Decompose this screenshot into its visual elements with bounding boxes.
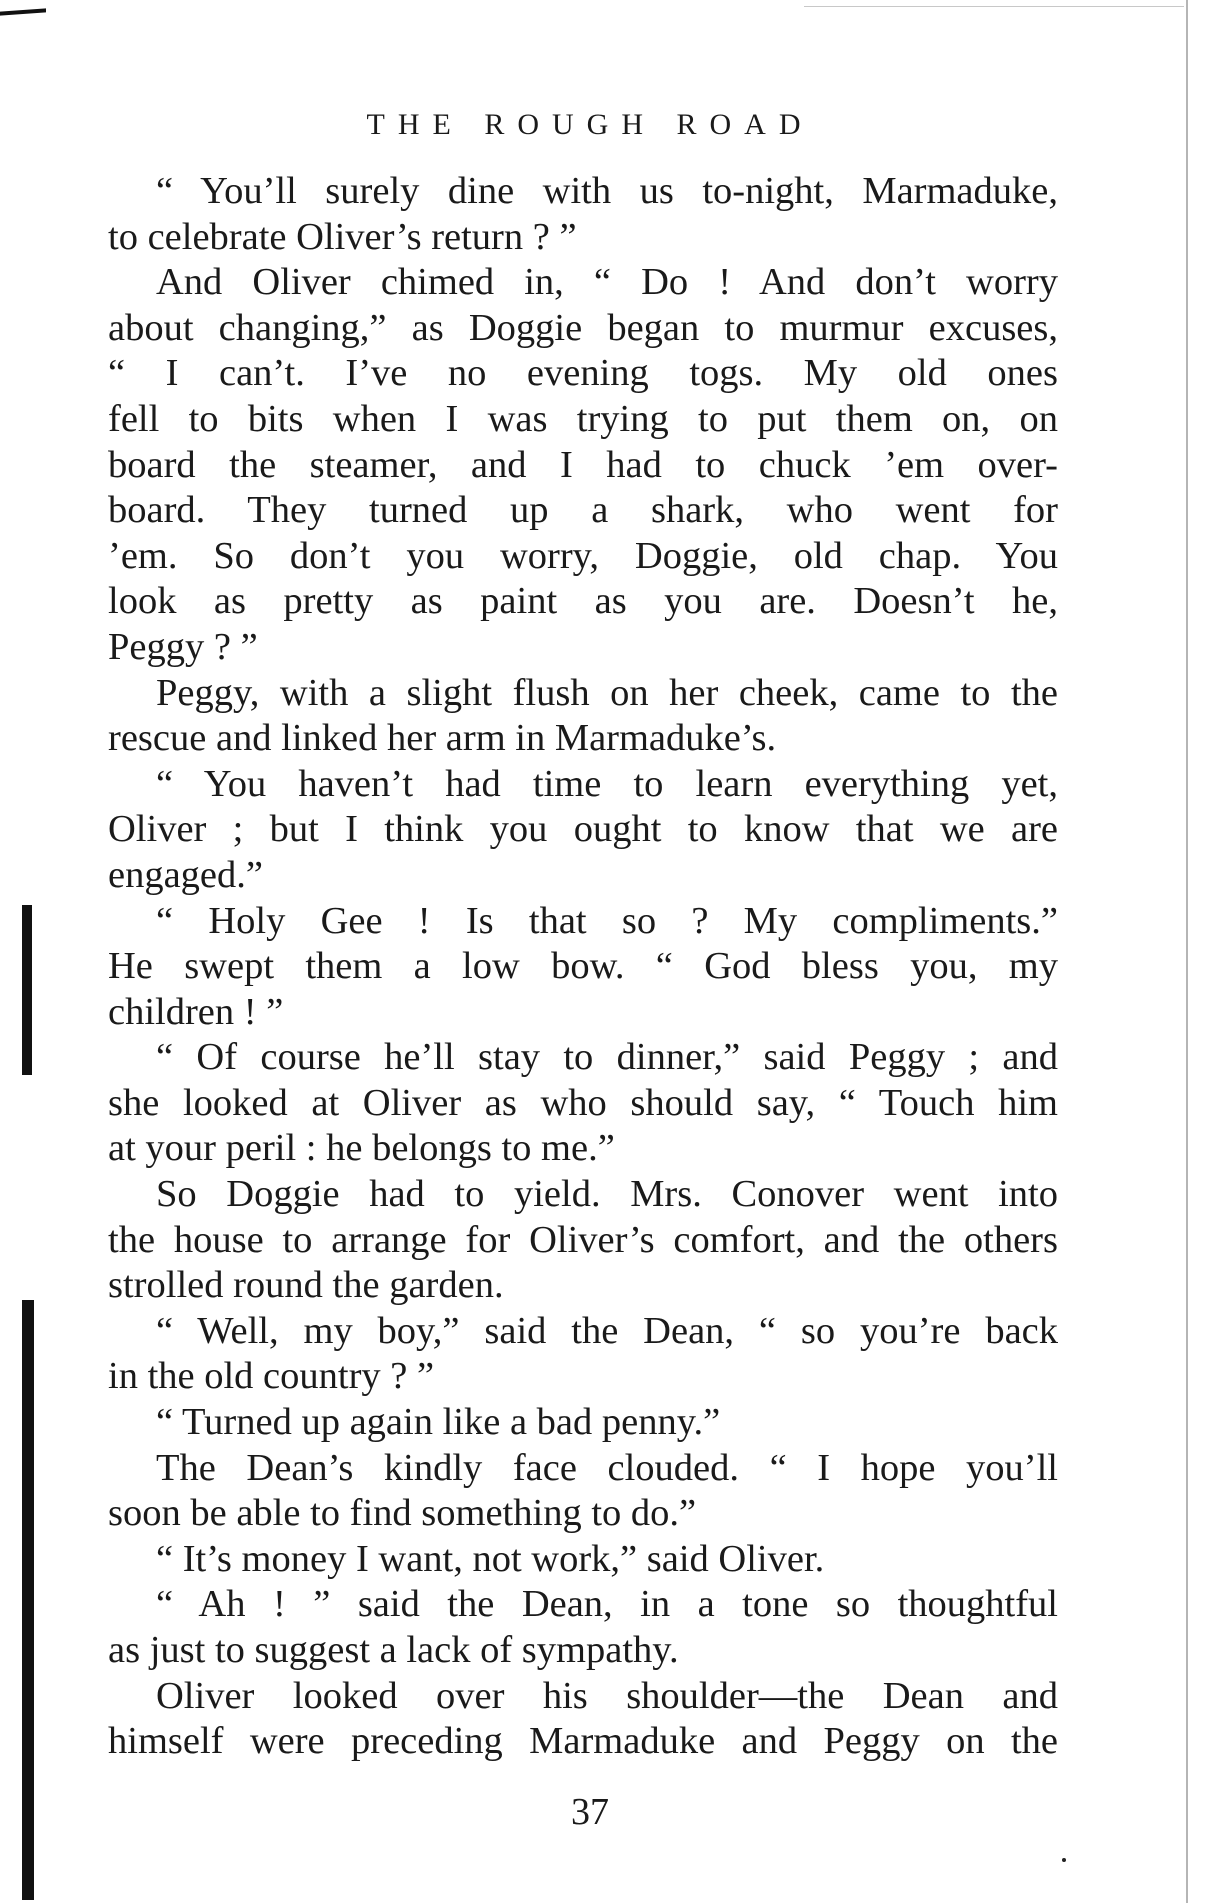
text-line: fell to bits when I was trying to put them on, on (108, 397, 1058, 440)
text-line: about changing,” as Doggie began to murmur excuses, (108, 306, 1058, 349)
text-line: the house to arrange for Oliver’s comfort, and the others (108, 1218, 1058, 1261)
text-line: engaged.” (108, 853, 263, 896)
page-right-edge (1186, 0, 1188, 1903)
text-line: ’em. So don’t you worry, Doggie, old chap. You (108, 534, 1058, 577)
body-text (108, 169, 1058, 1765)
text-line: to celebrate Oliver’s return ? ” (108, 215, 577, 258)
text-line: Peggy, with a slight flush on her cheek, came to the (156, 671, 1058, 714)
text-line: So Doggie had to yield. Mrs. Conover went into (156, 1173, 1058, 1216)
text-line: at your peril : he belongs to me.” (108, 1127, 615, 1170)
page-top-edge (804, 6, 1184, 7)
scan-corner-mark (0, 8, 46, 15)
running-head: THE ROUGH ROAD (366, 108, 814, 141)
text-line: soon be able to find something to do.” (108, 1492, 697, 1535)
text-line: Oliver looked over his shoulder—the Dean and (156, 1674, 1058, 1717)
text-line: strolled round the garden. (108, 1264, 504, 1307)
text-line: board. They turned up a shark, who went for (108, 489, 1058, 532)
text-line: “ Turned up again like a bad penny.” (156, 1401, 721, 1444)
text-line: as just to suggest a lack of sympathy. (108, 1629, 679, 1671)
text-line: rescue and linked her arm in Marmaduke’s. (108, 717, 777, 760)
text-line: “ Well, my boy,” said the Dean, “ so you’re back (156, 1309, 1058, 1352)
page-number: 37 (571, 1791, 609, 1833)
text-line: “ I can’t. I’ve no evening togs. My old ones (108, 352, 1058, 395)
binding-shadow-upper (22, 905, 32, 1075)
text-line: himself were preceding Marmaduke and Peggy on the (108, 1720, 1058, 1763)
text-line: children ! ” (108, 990, 284, 1033)
scan-speck (1062, 1858, 1066, 1862)
text-line: “ You’ll surely dine with us to-night, Marmaduke, (156, 170, 1058, 212)
text-line: And Oliver chimed in, “ Do ! And don’t worry (156, 261, 1058, 304)
text-line: “ Ah ! ” said the Dean, in a tone so thoughtful (156, 1583, 1058, 1626)
text-line: “ It’s money I want, not work,” said Oliver. (156, 1537, 825, 1580)
text-line: Peggy ? ” (108, 625, 258, 668)
text-line: The Dean’s kindly face clouded. “ I hope you’ll (156, 1446, 1058, 1489)
text-line: in the old country ? ” (108, 1355, 435, 1398)
text-line: board the steamer, and I had to chuck ’em over- (108, 443, 1058, 486)
text-line: she looked at Oliver as who should say, “ Touch him (108, 1081, 1058, 1124)
text-line: look as pretty as paint as you are. Doesn’t he, (108, 580, 1058, 623)
text-line: “ Of course he’ll stay to dinner,” said Peggy ; and (156, 1036, 1058, 1079)
text-line: “ You haven’t had time to learn everything yet, (156, 762, 1058, 805)
text-line: He swept them a low bow. “ God bless you, my (108, 945, 1058, 988)
text-line: “ Holy Gee ! Is that so ? My compliments.” (156, 899, 1058, 942)
text-line: Oliver ; but I think you ought to know that we are (108, 808, 1058, 851)
